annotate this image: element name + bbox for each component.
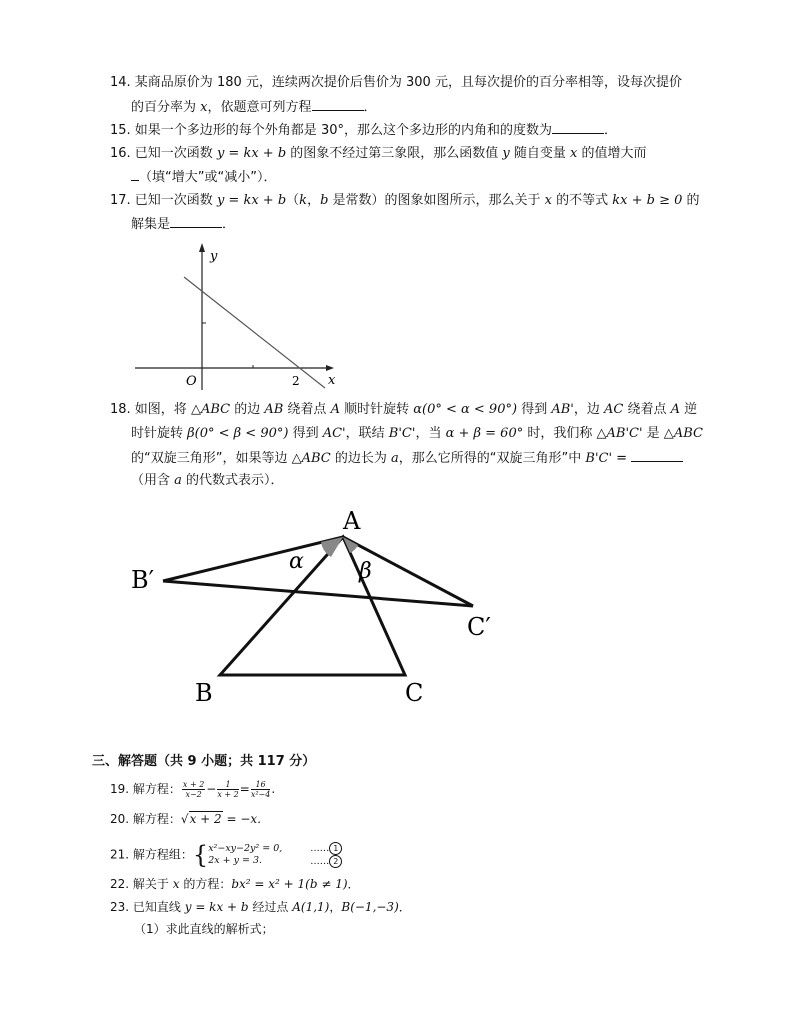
question-21: 21. 解方程组：{ x²−xy−2y² = 0, 2x + y = 3. …… 1 …… 2 [110, 842, 342, 868]
y-axis-arrow-icon [199, 243, 205, 252]
section-heading: 三、解答题（共 9 小题；共 117 分） [92, 754, 316, 769]
answer-blank[interactable] [131, 168, 139, 181]
label-b: B [195, 679, 213, 707]
question-23: 23. 已知直线 y = kx + b 经过点 A(1,1)，B(−1,−3)． [110, 900, 411, 914]
triangle-abc [220, 537, 405, 675]
question-18-line-3: 的“双旋三角形”，如果等边 △ABC 的边长为 a，那么它所得的“双旋三角形”中 B'C' = [131, 449, 683, 468]
circled-number-1: 1 [329, 842, 342, 855]
label-alpha: α [289, 549, 304, 574]
question-14-line-2: 的百分率为 x，依题意可列方程 ． [131, 100, 377, 115]
fraction: $\frac{1}{x + 2}$ [217, 780, 239, 799]
x-intercept-label: 2 [292, 374, 300, 388]
question-22: 22. 解关于 x 的方程：bx² = x² + 1(b ≠ 1)． [110, 877, 360, 891]
question-18-line-2: 时针旋转 β(0° < β < 90°) 得到 AC'，联结 B'C'，当 α + β = 60° 时，我们称 △AB'C' 是 △ABC [131, 426, 703, 441]
angle-alpha-marker [321, 537, 343, 557]
question-18-line-4: （用含 a 的代数式表示）． [131, 473, 284, 488]
x-axis-arrow-icon [326, 365, 334, 371]
question-16-line-1: 16. 已知一次函数 y = kx + b 的图象不经过第三象限，那么函数值 y 随自变量 x 的值增大而 [110, 146, 647, 161]
x-axis-label: x [328, 373, 336, 388]
label-c: C [405, 679, 424, 707]
question-16-line-2: （填“增大”或“减小”）． [131, 168, 276, 187]
label-b-prime: B′ [131, 566, 155, 594]
question-23-part-1: （1）求此直线的解析式； [134, 922, 274, 936]
label-beta: β [359, 559, 372, 584]
question-17-line-2: 解集是 ． [131, 217, 236, 232]
fraction: $\frac{16}{\text{x²−4}}$ [250, 780, 271, 799]
question-19: 19. 解方程： $\frac{x + 2}{x-2}$ − $\frac{1}{x + 2}$ = $\frac{16}{\text{x²−4}}$ . [110, 780, 276, 799]
answer-blank[interactable] [552, 121, 604, 134]
origin-label: O [186, 374, 197, 389]
function-line [184, 277, 325, 388]
question-15: 15. 如果一个多边形的每个外角都是 30°，那么这个多边形的内角和的度数为 ． [110, 123, 617, 138]
label-c-prime: C′ [467, 613, 491, 641]
answer-blank[interactable] [170, 215, 222, 228]
question-18-line-1: 18. 如图，将 △ABC 的边 AB 绕着点 A 顺时针旋转 α(0° < α < 90°) 得到 AB'，边 AC 绕着点 A 逆 [110, 402, 698, 417]
double-rotation-triangle-figure [125, 505, 525, 710]
linear-function-graph [130, 240, 350, 400]
question-17-line-1: 17. 已知一次函数 y = kx + b（k，b 是常数）的图象如图所示，那么关于 x 的不等式 kx + b ≥ 0 的 [110, 193, 700, 208]
answer-blank[interactable] [631, 449, 683, 462]
question-20: 20. 解方程：√x + 2 = −x． [110, 812, 270, 826]
question-14-line-1: 14. 某商品原价为 180 元，连续两次提价后售价为 300 元，且每次提价的百分率相等，设每次提价 [110, 75, 682, 90]
y-axis-label: y [210, 249, 218, 264]
label-a: A [343, 507, 361, 535]
circled-number-2: 2 [329, 855, 342, 868]
segment-b-prime-c-prime [163, 581, 473, 606]
answer-blank[interactable] [312, 98, 364, 111]
fraction: $\frac{x + 2}{x-2}$ [182, 780, 205, 799]
segment-ab-prime [163, 537, 343, 581]
